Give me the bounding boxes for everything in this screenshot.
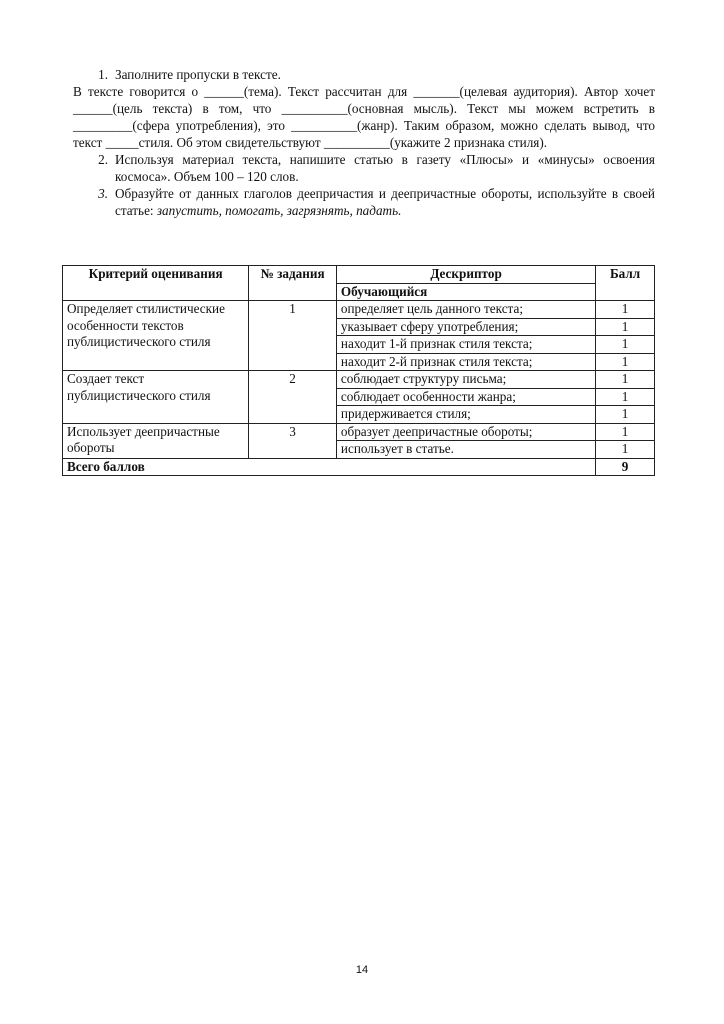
score-cell: 1 (596, 423, 655, 441)
descriptor-cell: определяет цель данного текста; (336, 301, 595, 319)
total-label: Всего баллов (63, 458, 596, 476)
task-3-text: Образуйте от данных глаголов деепричастия и деепричастные обороты, используйте в своей статье: (115, 186, 655, 218)
task-3-number: 3. (98, 186, 108, 201)
task-3-body (115, 185, 655, 219)
header-task-number: № задания (249, 266, 337, 301)
task-number-cell: 2 (249, 371, 337, 424)
header-score: Балл (596, 266, 655, 301)
task-2-text: Используя материал текста, напишите статью в газету «Плюсы» и «минусы» освоения космоса». Объем 100 – 120 слов. (115, 152, 655, 184)
criterion-cell: Использует деепричастные обороты (63, 423, 249, 458)
criterion-cell: Создает текст публицистического стиля (63, 371, 249, 424)
task-number-cell: 1 (249, 301, 337, 371)
task-1-title: Заполните пропуски в тексте. (115, 67, 281, 82)
criterion-cell: Определяет стилистические особенности текстов публицистического стиля (63, 301, 249, 371)
score-cell: 1 (596, 353, 655, 371)
table-row (63, 371, 655, 389)
descriptor-cell: указывает сферу употребления; (336, 318, 595, 336)
task-2 (73, 151, 655, 185)
table-row (63, 423, 655, 441)
page-number: 14 (355, 964, 369, 976)
total-row (63, 458, 655, 476)
task-3 (73, 185, 655, 219)
score-cell: 1 (596, 301, 655, 319)
task-1-number: 1. (98, 67, 108, 82)
descriptor-cell: образует деепричастные обороты; (336, 423, 595, 441)
descriptor-cell: находит 1-й признак стиля текста; (336, 336, 595, 354)
table-row (63, 301, 655, 319)
score-cell: 1 (596, 441, 655, 459)
descriptor-cell: находит 2-й признак стиля текста; (336, 353, 595, 371)
descriptor-cell: соблюдает особенности жанра; (336, 388, 595, 406)
rubric-header-row (63, 266, 655, 284)
task-1-heading (73, 66, 655, 83)
descriptor-cell: соблюдает структуру письма; (336, 371, 595, 389)
task-2-number: 2. (98, 152, 108, 167)
total-score: 9 (596, 458, 655, 476)
tasks-section (73, 66, 655, 219)
header-criterion: Критерий оценивания (63, 266, 249, 301)
score-cell: 1 (596, 336, 655, 354)
task-1-fill-in-paragraph: В тексте говорится о ______(тема). Текст рассчитан для _______(целевая аудитория). Автор хочет ______(цель текста) в том, что __________(основная мысль). Текст мы можем встретить в _________(сфера употребления), это __________(жанр). Таким образом, можно сделать вывод, что текст _____стиля. Об этом свидетельствуют __________(укажите 2 признака стиля). (73, 84, 655, 150)
rubric-table (62, 265, 655, 476)
descriptor-cell: придерживается стиля; (336, 406, 595, 424)
score-cell: 1 (596, 406, 655, 424)
score-cell: 1 (596, 318, 655, 336)
score-cell: 1 (596, 388, 655, 406)
subheader-student: Обучающийся (336, 283, 595, 301)
task-3-verbs: запустить, помогать, загрязнять, падать. (156, 203, 402, 218)
descriptor-cell: использует в статье. (336, 441, 595, 459)
score-cell: 1 (596, 371, 655, 389)
task-number-cell: 3 (249, 423, 337, 458)
header-descriptor: Дескриптор (336, 266, 595, 284)
